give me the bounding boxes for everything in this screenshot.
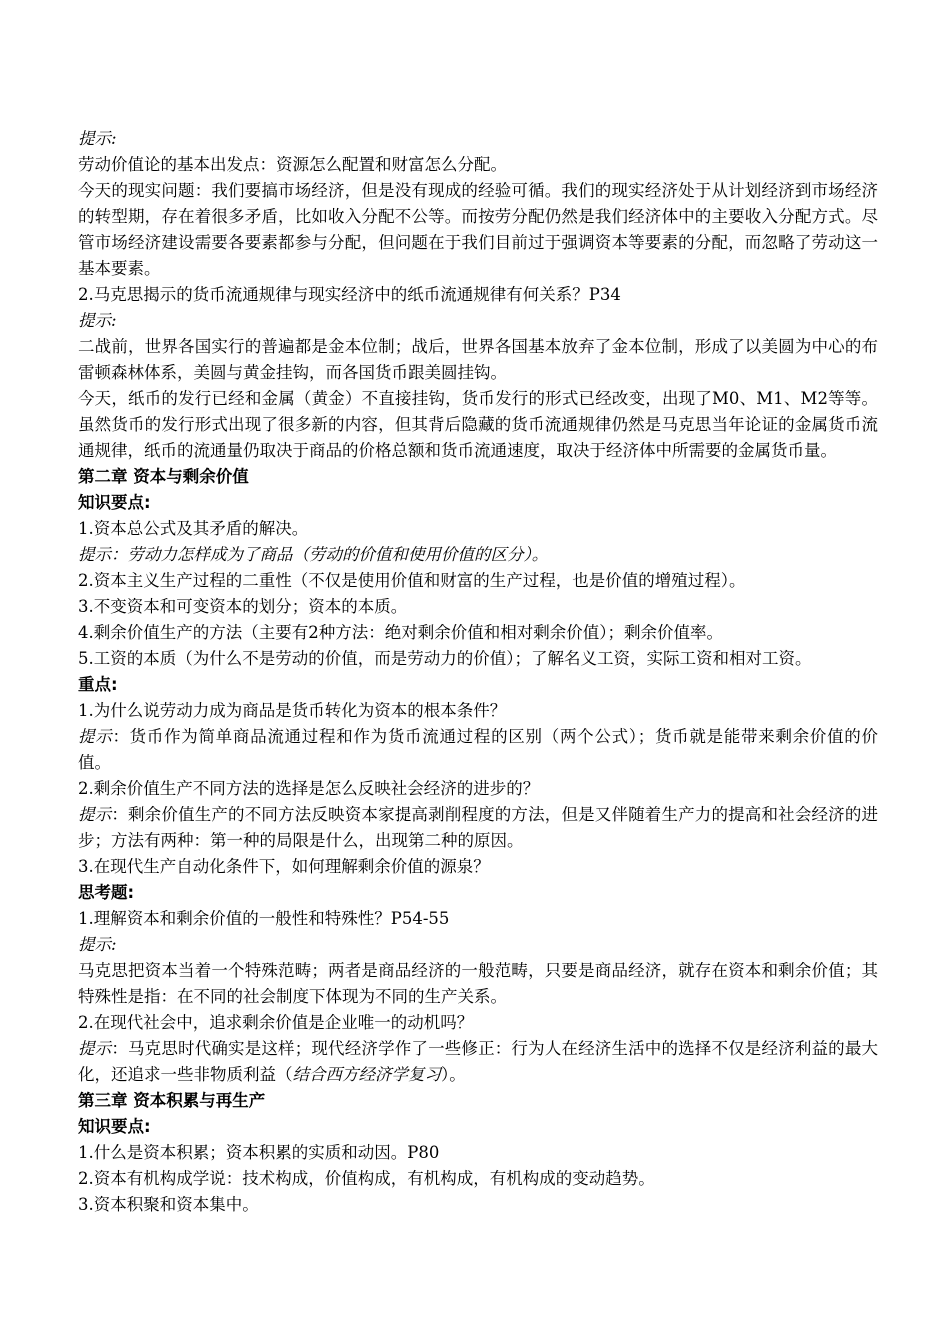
question: 2.马克思揭示的货币流通规律与现实经济中的纸币流通规律有何关系？P34 <box>78 285 621 304</box>
hint-emphasis: 结合西方经济学复习 <box>292 1065 441 1084</box>
list-item: 1.什么是资本积累；资本积累的实质和动因。P80 <box>78 1143 440 1162</box>
hint-line: 提示：劳动力怎样成为了商品（劳动的价值和使用价值的区分）。 <box>78 545 549 564</box>
hint-lead: 提示 <box>78 727 113 746</box>
document-page <box>78 126 878 1218</box>
list-item: 1.资本总公式及其矛盾的解决。 <box>78 519 309 538</box>
question: 2.在现代社会中，追求剩余价值是企业唯一的动机吗？ <box>78 1013 474 1032</box>
list-item: 3.资本积聚和资本集中。 <box>78 1195 259 1214</box>
section-heading: 知识要点: <box>78 1117 151 1136</box>
list-item: 3.不变资本和可变资本的划分；资本的本质。 <box>78 597 408 616</box>
hint-label: 提示: <box>78 311 117 330</box>
section-heading: 重点: <box>78 675 118 694</box>
hint-label: 提示: <box>78 129 117 148</box>
chapter-heading: 第三章 资本积累与再生产 <box>78 1091 266 1110</box>
list-item: 4.剩余价值生产的方法（主要有2种方法：绝对剩余价值和相对剩余价值）；剩余价值率。 <box>78 623 723 642</box>
question: 3.在现代生产自动化条件下，如何理解剩余价值的源泉？ <box>78 857 490 876</box>
list-item: 5.工资的本质（为什么不是劳动的价值，而是劳动力的价值）；了解名义工资，实际工资和相对工资。 <box>78 649 812 668</box>
hint-lead: 提示 <box>78 1039 112 1058</box>
hint-tail: ）。 <box>441 1065 466 1084</box>
question: 1.为什么说劳动力成为商品是货币转化为资本的根本条件？ <box>78 701 507 720</box>
hint-text: ：剩余价值生产的不同方法反映资本家提高剥削程度的方法，但是又伴随着生产力的提高和社会经济的进步；方法有两种：第一种的局限是什么，出现第二种的原因。 <box>78 805 879 850</box>
paragraph: 马克思把资本当着一个特殊范畴；两者是商品经济的一般范畴，只要是商品经济，就存在资本和剩余价值；其特殊性是指：在不同的社会制度下体现为不同的生产关系。 <box>78 961 878 1006</box>
question: 1.理解资本和剩余价值的一般性和特殊性？P54-55 <box>78 909 450 928</box>
section-heading: 知识要点: <box>78 493 151 512</box>
paragraph: 二战前，世界各国实行的普遍都是金本位制；战后，世界各国基本放弃了金本位制，形成了以美圆为中心的布雷顿森林体系，美圆与黄金挂钩，而各国货币跟美圆挂钩。 <box>78 337 878 382</box>
hint-lead: 提示 <box>78 805 112 824</box>
hint-paragraph <box>78 1036 878 1088</box>
list-item: 2.资本主义生产过程的二重性（不仅是使用价值和财富的生产过程，也是价值的增殖过程）。 <box>78 571 746 590</box>
paragraph: 今天，纸币的发行已经和金属（黄金）不直接挂钩，货币发行的形式已经改变，出现了M0、M1、M2等等。虽然货币的发行形式出现了很多新的内容，但其背后隐藏的货币流通规律仍然是马克思当年论证的金属货币流通规律，纸币的流通量仍取决于商品的价格总额和货币流通速度，取决于经济体中所需要的金属货币量。 <box>78 389 878 460</box>
hint-label: 提示: <box>78 935 117 954</box>
paragraph: 劳动价值论的基本出发点：资源怎么配置和财富怎么分配。 <box>78 155 507 174</box>
section-heading: 思考题: <box>78 883 135 902</box>
chapter-heading: 第二章 资本与剩余价值 <box>78 467 249 486</box>
hint-paragraph <box>78 802 878 854</box>
paragraph: 今天的现实问题：我们要搞市场经济，但是没有现成的经验可循。我们的现实经济处于从计划经济到市场经济的转型期，存在着很多矛盾，比如收入分配不公等。而按劳分配仍然是我们经济体中的主要收入分配方式。尽管市场经济建设需要各要素都参与分配，但问题在于我们目前过于强调资本等要素的分配，而忽略了劳动这一基本要素。 <box>78 181 878 278</box>
question: 2.剩余价值生产不同方法的选择是怎么反映社会经济的进步的？ <box>78 779 540 798</box>
hint-text: ：货币作为简单商品流通过程和作为货币流通过程的区别（两个公式）；货币就是能带来剩余价值的价值。 <box>78 727 879 772</box>
hint-paragraph <box>78 724 878 776</box>
list-item: 2.资本有机构成学说：技术构成，价值构成，有机构成，有机构成的变动趋势。 <box>78 1169 655 1188</box>
hint-text: ：马克思时代确实是这样；现代经济学作了一些修正：行为人在经济生活中的选择不仅是经济利益的最大化，还追求一些非物质利益（ <box>78 1039 879 1084</box>
